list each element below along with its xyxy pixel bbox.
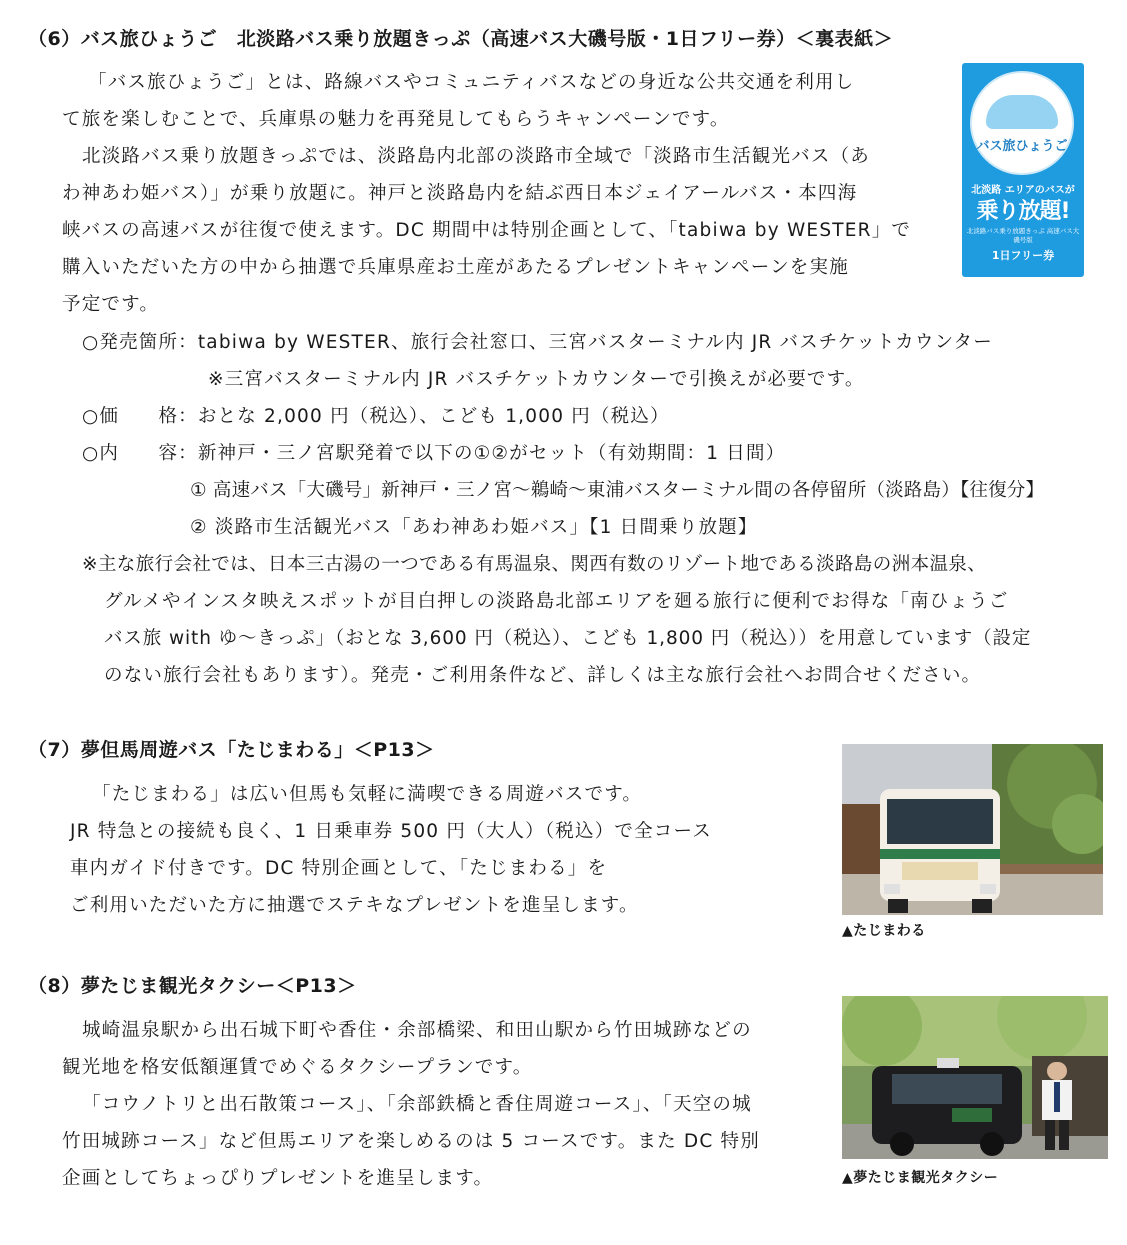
section8-para-line: 企画としてちょっぴりプレゼントを進呈します。 [62, 1168, 494, 1189]
section6-para-line: 「バス旅ひょうご」とは、路線バスやコミュニティバスなどの身近な公共交通を利用し [88, 72, 855, 93]
ticket-line2: 乗り放題! [976, 199, 1070, 224]
note-line: のない旅行会社もあります）。発売・ご利用条件など、詳しくは主な旅行会社へお問合せください。 [104, 665, 982, 686]
note-line: バス旅 with ゆ～きっぷ」（おとな 3,600 円（税込）、こども 1,800 円（税込））を用意しています（設定 [104, 628, 1032, 649]
section7-heading: （7）夢但馬周遊バス「たじまわる」＜P13＞ [28, 739, 435, 761]
free-ticket-image [962, 63, 1084, 277]
content-item: ① 高速バス「大磯号」新神戸・三ノ宮～鵜崎～東浦バスターミナル間の各停留所（淡路島）【往復分】 [190, 480, 1045, 501]
ticket-line3: 北淡路バス乗り放題きっぷ 高速バス大磯号版 [966, 227, 1080, 244]
content-label: ○内 容： [82, 443, 198, 464]
price-value: おとな 2,000 円（税込）、こども 1,000 円（税込） [197, 406, 670, 427]
content-item: ② 淡路市生活観光バス「あわ神あわ姫バス」【1 日間乗り放題】 [190, 517, 758, 538]
section8-heading: （8）夢たじま観光タクシー＜P13＞ [28, 975, 357, 997]
price-row [82, 402, 670, 428]
section6-para-line: 予定です。 [62, 294, 160, 315]
content-value: 新神戸・三ノ宮駅発着で以下の①②がセット（有効期間：1 日間） [197, 443, 786, 464]
ticket-line1: 北淡路 エリアのバスが [971, 185, 1075, 196]
sales-row [82, 328, 993, 354]
tajima-taxi-photo [842, 996, 1108, 1159]
section8-para-line: 観光地を格安低額運賃でめぐるタクシープランです。 [62, 1057, 533, 1078]
section7-para-line: JR 特急との接続も良く、1 日乗車券 500 円（大人）（税込）で全コース [70, 821, 712, 842]
section6-para-line: て旅を楽しむことで、兵庫県の魅力を再発見してもらうキャンペーンです。 [62, 109, 730, 130]
section6-para-line: 購入いただいた方の中から抽選で兵庫県産お土産があたるプレゼントキャンペーンを実施 [62, 257, 849, 278]
tajimawaru-caption: ▲たじまわる [842, 923, 926, 939]
section7-para-line: ご利用いただいた方に抽選でステキなプレゼントを進呈します。 [70, 895, 639, 916]
sales-label: ○発売箇所： [82, 332, 198, 353]
tajima-taxi-caption: ▲夢たじま観光タクシー [842, 1170, 999, 1186]
section8-para-line: 城崎温泉駅から出石城下町や香住・余部橋梁、和田山駅から竹田城跡などの [82, 1020, 752, 1041]
bus-tabi-hyogo-logo: バス旅ひょうご [970, 71, 1074, 175]
sales-note: ※三宮バスターミナル内 JR バスチケットカウンターで引換えが必要です。 [208, 369, 865, 390]
content-row [82, 439, 785, 465]
ticket-line4: 1日フリー券 [991, 249, 1055, 262]
section6-para-line: 北淡路バス乗り放題きっぷでは、淡路島内北部の淡路市全域で「淡路市生活観光バス（あ [82, 146, 871, 167]
tajimawaru-bus-photo [842, 744, 1103, 915]
sales-value: tabiwa by WESTER、旅行会社窓口、三宮バスターミナル内 JR バスチケットカウンター [197, 332, 993, 353]
note-line: グルメやインスタ映えスポットが目白押しの淡路島北部エリアを廻る旅行に便利でお得な「南ひょうご [104, 591, 1009, 612]
section7-para-line: 車内ガイド付きです。DC 特別企画として、「たじまわる」を [70, 858, 608, 879]
section8-para-line: 竹田城跡コース」など但馬エリアを楽しめるのは 5 コースです。また DC 特別 [62, 1131, 760, 1152]
section6-para-line: 峡バスの高速バスが往復で使えます。DC 期間中は特別企画として、「tabiwa by WESTER」で [62, 220, 912, 241]
section6-para-line: わ神あわ姫バス）」が乗り放題に。神戸と淡路島内を結ぶ西日本ジェイアールバス・本四海 [62, 183, 858, 204]
price-label: ○価 格： [82, 406, 198, 427]
note-line: ※主な旅行会社では、日本三古湯の一つである有馬温泉、関西有数のリゾート地である淡路島の洲本温泉、 [82, 554, 987, 575]
section6-heading: （6）バス旅ひょうご 北淡路バス乗り放題きっぷ（高速バス大磯号版・1日フリー券）＜裏表紙＞ [28, 28, 894, 50]
section8-para-line: 「コウノトリと出石散策コース」、「余部鉄橋と香住周遊コース」、「天空の城 [82, 1094, 752, 1115]
section7-para-line: 「たじまわる」は広い但馬も気軽に満喫できる周遊バスです。 [92, 784, 643, 805]
